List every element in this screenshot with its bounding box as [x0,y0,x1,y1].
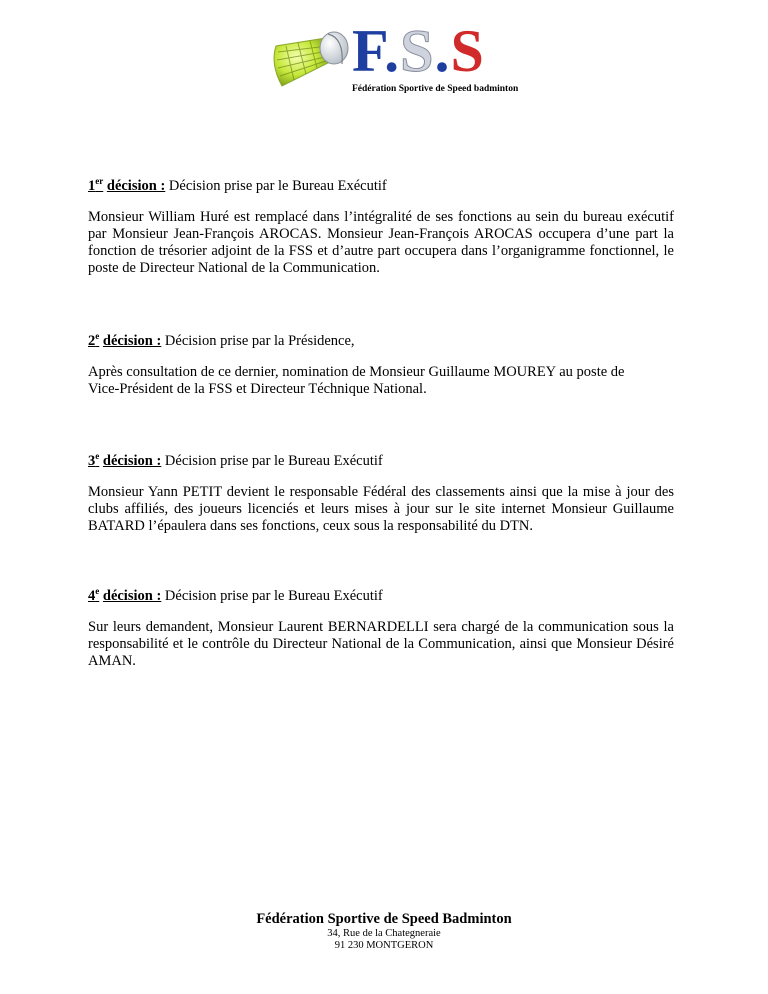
decision-3 [88,453,674,535]
decision-keyword: décision : [102,588,162,604]
decision-heading [88,453,674,470]
decision-body: Monsieur Yann PETIT devient le responsable Fédéral des classements ainsi que la mise à jour des clubs affiliés, des joueurs licenciés et leurs mises à jour sur le site internet Monsieur Guillaume BATARD l’épaulera dans ses fonctions, ceux sous la responsabilité du DTN. [88,484,674,534]
decision-body: Monsieur William Huré est remplacé dans l’intégralité de ses fonctions au sein du bureau exécutif par Monsieur Jean-François AROCAS. Monsieur Jean-François AROCAS occupera d’une part la fonction de trésorier adjoint de la FSS et d’autre part occupera dans l’organigramme fonctionnel, le poste de Directeur National de la Communication. [88,209,674,276]
logo-subtitle: Fédération Sportive de Speed badminton [352,84,519,94]
logo-letter-s: S [400,18,435,84]
logo-letter-s: S [450,18,485,84]
footer-address-line1: 34, Rue de la Chategneraie [327,928,441,939]
decision-1 [88,178,674,277]
decision-heading [88,178,674,195]
decision-title: Décision prise par le Bureau Exécutif [164,453,383,469]
decision-number: 1er [88,176,104,194]
decision-body: Après consultation de ce dernier, nomination de Monsieur Guillaume MOUREY au poste de Vice-Président de la FSS et Directeur Téchnique National. [88,364,625,397]
decision-number: 2e [88,331,100,349]
logo-wordmark [352,18,485,84]
decision-heading [88,588,674,605]
decision-body: Sur leurs demandent, Monsieur Laurent BERNARDELLI sera chargé de la communication sous la responsabilité et le contrôle du Directeur National de la Communication, ainsi que Monsieur Désiré AMAN. [88,619,674,669]
footer-address-line2: 91 230 MONTGERON [334,940,434,951]
decision-keyword: décision : [102,333,162,349]
decision-title: Décision prise par la Présidence, [164,333,355,349]
decision-4 [88,588,674,670]
decision-keyword: décision : [102,453,162,469]
decision-number: 4e [88,586,100,604]
logo-dot: . [384,18,401,84]
decision-keyword: décision : [106,178,166,194]
fss-logo [268,16,530,102]
decision-2 [88,333,674,398]
logo-dot: . [434,18,451,84]
decision-number: 3e [88,451,100,469]
page-footer [0,910,768,952]
logo-letter-f: F [352,18,385,84]
footer-organization: Fédération Sportive de Speed Badminton [256,911,512,927]
decision-title: Décision prise par le Bureau Exécutif [168,178,387,194]
decision-title: Décision prise par le Bureau Exécutif [164,588,383,604]
decision-heading [88,333,674,350]
